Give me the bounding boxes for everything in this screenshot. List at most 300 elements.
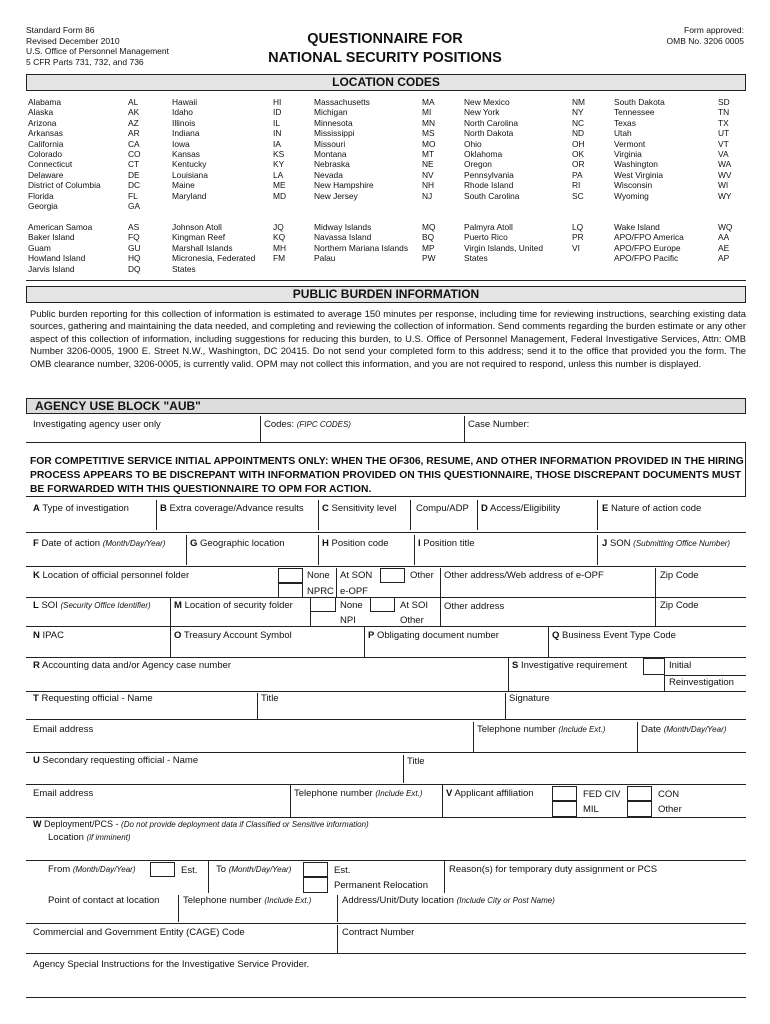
location-name: Missouri — [314, 138, 346, 149]
divider — [548, 627, 549, 657]
location-code: AE — [718, 242, 730, 253]
row-divider — [26, 566, 746, 567]
location-code: AP — [718, 253, 730, 264]
location-name: Midway Islands — [314, 221, 372, 232]
row-divider — [26, 657, 746, 658]
location-codes-column — [718, 97, 732, 274]
location-code: WA — [718, 159, 732, 170]
divider — [655, 597, 656, 627]
row-divider — [26, 719, 746, 720]
codes-hint: (FIPC CODES) — [296, 420, 351, 429]
location-name — [464, 211, 543, 221]
field-f-hint: (Month/Day/Year) — [102, 539, 166, 548]
field-w-key: W — [33, 819, 42, 829]
location-code: TX — [718, 117, 729, 128]
location-names-column — [28, 97, 101, 274]
location-name: New York — [464, 107, 500, 118]
at-soi-label: At SOI — [400, 600, 428, 611]
location-name: Georgia — [28, 201, 58, 212]
location-code — [718, 201, 732, 211]
divider — [637, 722, 638, 752]
field-k-text: Location of official personnel folder — [42, 570, 190, 581]
location-name: Nevada — [314, 169, 343, 180]
field-b-label — [160, 503, 304, 514]
address-label — [342, 895, 555, 906]
location-code: AK — [128, 107, 140, 118]
location-name: Micronesia, Federated — [172, 253, 256, 264]
location-name: Minnesota — [314, 117, 353, 128]
location-name: North Dakota — [464, 128, 514, 139]
bottom-rule — [26, 997, 746, 998]
field-g-key: G — [190, 538, 198, 549]
location-code — [572, 211, 585, 221]
location-name: Kentucky — [172, 159, 207, 170]
divider — [336, 568, 337, 598]
field-l-key: L — [33, 600, 39, 611]
location-name: Maine — [172, 180, 195, 191]
divider — [318, 535, 319, 565]
email-label: Email address — [33, 724, 94, 735]
location-name: Palmyra Atoll — [464, 221, 513, 232]
location-code: GU — [128, 242, 141, 253]
location-codes-column — [572, 97, 585, 274]
location-name: Maryland — [172, 190, 207, 201]
field-a-label — [33, 503, 129, 514]
field-r-key: R — [33, 660, 40, 671]
location-code — [273, 211, 286, 221]
location-code: PR — [572, 232, 584, 243]
location-name: Wisconsin — [614, 180, 653, 191]
location-code: NC — [572, 117, 585, 128]
date-text: Date — [641, 724, 664, 735]
location-name: Delaware — [28, 169, 64, 180]
field-k-label — [33, 570, 189, 581]
location-code: MN — [422, 117, 436, 128]
location-code: CA — [128, 138, 140, 149]
from-text: From — [48, 864, 73, 875]
location-code: MT — [422, 149, 435, 160]
divider — [477, 500, 478, 530]
signature-label: Signature — [509, 693, 550, 704]
location-code — [572, 253, 585, 263]
reasons-label: Reason(s) for temporary duty assignment or PCS — [449, 864, 658, 875]
location-code: OK — [572, 149, 585, 160]
location-code: BQ — [422, 232, 435, 243]
title-line-2: NATIONAL SECURITY POSITIONS — [268, 50, 502, 66]
location-name: Rhode Island — [464, 180, 514, 191]
con-checkbox[interactable] — [627, 786, 652, 801]
location-code: OH — [572, 138, 585, 149]
location-name: New Hampshire — [314, 180, 374, 191]
location-name: Washington — [614, 159, 658, 170]
location-name: Illinois — [172, 117, 196, 128]
location-codes-column — [422, 97, 436, 274]
location-name — [464, 201, 543, 211]
location-code: MP — [422, 242, 435, 253]
field-w-text: Deployment/PCS - — [44, 819, 122, 829]
field-f-key: F — [33, 538, 39, 549]
location-label — [48, 832, 131, 843]
field-b-text: Extra coverage/Advance results — [169, 503, 304, 514]
at-son-checkbox[interactable] — [380, 568, 405, 583]
divider — [257, 693, 258, 719]
location-code: MH — [273, 242, 287, 253]
field-d-text: Access/Eligibility — [490, 503, 561, 514]
location-code: WV — [718, 169, 732, 180]
address-text: Address/Unit/Duty location — [342, 895, 457, 906]
location-code: MO — [422, 138, 436, 149]
divider — [290, 785, 291, 817]
divider — [508, 657, 509, 691]
location-name — [614, 211, 684, 221]
location-name: Alabama — [28, 97, 62, 107]
location-code: AA — [718, 232, 730, 243]
field-c-key: C — [322, 503, 329, 514]
public-burden-heading: PUBLIC BURDEN INFORMATION — [26, 286, 746, 303]
field-v-text: Applicant affiliation — [454, 788, 534, 799]
field-r-text: Accounting data and/or Agency case number — [42, 660, 232, 671]
divider — [186, 535, 187, 565]
location-name: Florida — [28, 190, 54, 201]
location-code — [572, 201, 585, 211]
location-code: NE — [422, 159, 434, 170]
divider — [403, 755, 404, 783]
location-name — [172, 201, 255, 211]
zip-code-label: Zip Code — [660, 570, 699, 581]
location-name: States — [172, 263, 196, 274]
location-code: ID — [273, 107, 282, 118]
location-names-column — [172, 97, 255, 274]
location-code: UT — [718, 128, 730, 139]
field-u-key: U — [33, 755, 40, 766]
location-code: NM — [572, 97, 586, 107]
location-name — [614, 201, 684, 211]
to-hint: (Month/Day/Year) — [228, 865, 292, 874]
field-d-key: D — [481, 503, 488, 514]
location-code: IN — [273, 128, 282, 139]
location-code: FM — [273, 253, 286, 264]
location-names-column — [614, 97, 684, 274]
divider — [26, 280, 746, 281]
location-code — [273, 201, 286, 211]
location-code: SD — [718, 97, 730, 107]
field-g-label — [190, 538, 285, 549]
location-name: APO/FPO Pacific — [614, 253, 679, 264]
field-j-label — [602, 538, 730, 549]
field-t-label — [33, 693, 153, 704]
special-instructions-label: Agency Special Instructions for the Investigative Service Provider. — [33, 959, 310, 970]
location-code: CT — [128, 159, 140, 170]
field-s-label — [512, 660, 627, 671]
location-name — [314, 201, 408, 211]
codes-label — [264, 419, 351, 430]
date-hint: (Month/Day/Year) — [663, 725, 727, 734]
field-t-key: T — [33, 693, 39, 704]
field-f-label — [33, 538, 165, 549]
field-b-key: B — [160, 503, 167, 514]
location-code: DQ — [128, 263, 141, 274]
divider — [337, 895, 338, 922]
npi-option-label: NPI — [340, 615, 356, 626]
public-burden-text: Public burden reporting for this collection of information is estimated to average 150 minutes per response, including time for reviewing instructions, searching existing data sources, gathering and maintaining the data needed, and completing and reviewing the collection of information. Send comments regarding the burden estimate or any other aspect of this collection of information, including suggestions for reducing this burden, to U.S. Office of Personnel Management, Federal Investigative Services, Attn: OMB Number 3206-0005, 1900 E. Street N.W., Washington, DC 20415. Do not send your completed form to this address; send it to the office that provided you the form. The OMB clearance number, 3206-0005, is currently valid. OPM may not collect this information, and you are not required to respond, unless this number is displayed. — [30, 308, 746, 369]
location-code: NJ — [422, 190, 433, 201]
none-option-label: None — [307, 570, 330, 581]
location-name: Navassa Island — [314, 232, 372, 243]
row-divider — [26, 817, 746, 818]
divider — [364, 627, 365, 657]
location-codes-heading: LOCATION CODES — [26, 74, 746, 91]
location-code — [422, 211, 436, 221]
approval-label: Form approved: — [684, 25, 744, 35]
field-m-key: M — [174, 600, 182, 611]
location-code: RI — [572, 180, 581, 191]
location-code: FQ — [128, 232, 140, 243]
location-name: Nebraska — [314, 159, 350, 170]
divider — [442, 785, 443, 817]
location-name: Connecticut — [28, 159, 73, 170]
case-number-label: Case Number: — [468, 419, 530, 430]
field-q-text: Business Event Type Code — [562, 630, 676, 641]
location-name: Jarvis Island — [28, 263, 75, 274]
location-name: Pennsylvania — [464, 169, 514, 180]
location-codes-column — [128, 97, 141, 274]
location-code — [718, 264, 732, 274]
location-code: WQ — [718, 221, 733, 232]
location-name: Virginia — [614, 149, 642, 160]
point-of-contact-label: Point of contact at location — [48, 895, 160, 906]
divider — [597, 535, 598, 565]
k-other-address-label: Other address/Web address of e-OPF — [444, 570, 604, 581]
field-r-label — [33, 660, 231, 671]
to-estimated-checkbox[interactable] — [303, 862, 328, 877]
title-line-1: QUESTIONNAIRE FOR — [307, 31, 463, 47]
row-divider — [26, 784, 746, 785]
field-i-text: Position title — [423, 538, 475, 549]
location-code: FL — [128, 190, 138, 201]
omb-number: OMB No. 3206 0005 — [666, 35, 744, 46]
field-g-text: Geographic location — [200, 538, 285, 549]
location-name: Northern Mariana Islands — [314, 242, 409, 253]
field-t-text: Requesting official - Name — [41, 693, 153, 704]
row-divider — [26, 691, 746, 692]
location-code: MD — [273, 190, 287, 201]
field-w-hint: (Do not provide deployment data if Classified or Sensitive information) — [121, 820, 369, 829]
location-name: West Virginia — [614, 169, 664, 180]
form-name: Standard Form 86 — [26, 25, 95, 35]
compu-adp-label: Compu/ADP — [416, 503, 469, 514]
location-name: Montana — [314, 149, 347, 160]
eopf-option-label: e-OPF — [340, 586, 368, 597]
from-estimated-checkbox[interactable] — [150, 862, 175, 877]
location-name: Mississippi — [314, 128, 355, 139]
divider — [318, 500, 319, 530]
location-name: Michigan — [314, 107, 348, 118]
agency-use-block-heading: AGENCY USE BLOCK "AUB" — [26, 398, 746, 414]
reinvestigation-option-label: Reinvestigation — [669, 677, 734, 688]
field-u-label — [33, 755, 198, 766]
location-text: Location — [48, 832, 87, 843]
location-name: Ohio — [464, 138, 482, 149]
field-w-label — [33, 819, 369, 829]
divider — [505, 693, 506, 719]
field-h-label — [322, 538, 389, 549]
none-checkbox[interactable] — [278, 568, 303, 583]
field-l-text: SOI — [41, 600, 61, 611]
cage-code-label: Commercial and Government Entity (CAGE) Code — [33, 927, 245, 938]
location-name: Guam — [28, 242, 51, 253]
field-j-key: J — [602, 538, 608, 549]
none-security-label: None — [340, 600, 363, 611]
location-name: Tennessee — [614, 107, 655, 118]
other-affiliation-checkbox[interactable] — [627, 801, 652, 817]
divider — [655, 568, 656, 598]
divider — [597, 500, 598, 530]
field-e-label — [602, 503, 701, 514]
row-divider — [26, 860, 746, 861]
location-name: New Mexico — [464, 97, 510, 107]
field-f-text: Date of action — [41, 538, 103, 549]
field-h-text: Position code — [331, 538, 389, 549]
location-code: WI — [718, 180, 729, 191]
field-q-key: Q — [552, 630, 560, 641]
divider — [414, 535, 415, 565]
location-code: PA — [572, 169, 583, 180]
from-date-label — [48, 864, 136, 875]
location-name: Wyoming — [614, 190, 649, 201]
location-code: HQ — [128, 253, 141, 264]
location-code: MA — [422, 97, 435, 107]
location-name: States — [464, 253, 488, 264]
field-p-text: Obligating document number — [376, 630, 499, 641]
fed-civ-checkbox[interactable] — [552, 786, 577, 801]
field-n-text: IPAC — [42, 630, 64, 641]
omb-approval — [667, 25, 745, 46]
field-m-label — [174, 600, 293, 611]
initial-checkbox[interactable] — [643, 658, 665, 675]
permanent-relocation-checkbox[interactable] — [303, 877, 328, 893]
location-name: Colorado — [28, 149, 62, 160]
location-hint: (if imminent) — [86, 833, 131, 842]
telephone-hint: (Include Ext.) — [558, 725, 606, 734]
field-m-text: Location of security folder — [184, 600, 293, 611]
field-o-text: Treasury Account Symbol — [183, 630, 292, 641]
mil-label: MIL — [583, 804, 599, 815]
title-secondary-label: Title — [407, 756, 425, 767]
field-s-key: S — [512, 660, 519, 671]
field-n-label — [33, 630, 64, 641]
location-name: Palau — [314, 253, 336, 264]
none-security-checkbox[interactable] — [310, 597, 336, 612]
at-soi-checkbox[interactable] — [370, 597, 395, 612]
cfr-reference: 5 CFR Parts 731, 732, and 736 — [26, 56, 144, 67]
field-e-key: E — [602, 503, 609, 514]
location-code: VI — [572, 242, 580, 253]
telephone-secondary-hint: (Include Ext.) — [375, 789, 423, 798]
divider — [473, 722, 474, 752]
location-name: Arizona — [28, 117, 57, 128]
field-a-key: A — [33, 503, 40, 514]
nprc-checkbox[interactable] — [278, 583, 303, 598]
location-name: Vermont — [614, 138, 646, 149]
location-code: OR — [572, 159, 585, 170]
location-code: NH — [422, 180, 435, 191]
location-code: TN — [718, 107, 730, 118]
divider — [170, 597, 171, 627]
location-code: KS — [273, 149, 285, 160]
field-u-text: Secondary requesting official - Name — [42, 755, 199, 766]
location-name: American Samoa — [28, 221, 93, 232]
from-estimated-label: Est. — [181, 865, 198, 876]
other-security-label: Other — [400, 615, 424, 626]
mil-checkbox[interactable] — [552, 801, 577, 817]
fed-civ-label: FED CIV — [583, 789, 621, 800]
divider — [440, 597, 441, 627]
telephone-text: Telephone number — [477, 724, 559, 735]
divider — [664, 675, 665, 691]
field-d-label — [481, 503, 560, 514]
location-name: Baker Island — [28, 232, 75, 243]
nprc-option-label: NPRC — [307, 586, 334, 597]
location-code — [572, 264, 585, 274]
location-code: KY — [273, 159, 285, 170]
field-j-text: SON — [609, 538, 634, 549]
divider — [260, 416, 261, 442]
from-hint: (Month/Day/Year) — [72, 865, 136, 874]
initial-option-label: Initial — [669, 660, 692, 671]
field-a-text: Type of investigation — [42, 503, 129, 514]
location-code: GA — [128, 201, 141, 212]
location-name — [614, 264, 684, 274]
location-name: Oregon — [464, 159, 492, 170]
location-name: Hawaii — [172, 97, 198, 107]
field-c-label — [322, 503, 396, 514]
location-code: IL — [273, 117, 280, 128]
location-name: APO/FPO Europe — [614, 242, 681, 253]
location-name: South Dakota — [614, 97, 665, 107]
divider — [208, 860, 209, 893]
location-code — [422, 201, 436, 211]
field-s-text: Investigative requirement — [520, 660, 628, 671]
location-name: Virgin Islands, United — [464, 242, 543, 253]
row-divider — [26, 532, 746, 533]
divider — [464, 416, 465, 442]
title-label: Title — [261, 693, 279, 704]
location-code: AZ — [128, 117, 139, 128]
location-code: ME — [273, 180, 286, 191]
location-code: DC — [128, 180, 141, 191]
location-code: CO — [128, 149, 141, 160]
field-p-label — [368, 630, 499, 641]
location-name: South Carolina — [464, 190, 520, 201]
location-names-column — [314, 97, 408, 274]
location-name: Louisiana — [172, 169, 208, 180]
field-o-key: O — [174, 630, 182, 641]
codes-text: Codes: — [264, 419, 297, 430]
field-j-hint: (Submitting Office Number) — [633, 539, 731, 548]
location-name: Massachusetts — [314, 97, 370, 107]
field-i-key: I — [418, 538, 421, 549]
location-code: PW — [422, 253, 436, 264]
permanent-relocation-label: Permanent Relocation — [334, 880, 428, 891]
location-name — [314, 264, 408, 274]
divider — [337, 925, 338, 953]
to-date-label — [216, 864, 291, 875]
date-label — [641, 724, 726, 735]
location-name: Kansas — [172, 149, 200, 160]
contract-number-label: Contract Number — [342, 927, 415, 938]
field-k-key: K — [33, 570, 40, 581]
at-son-option-label: At SON — [340, 570, 373, 581]
